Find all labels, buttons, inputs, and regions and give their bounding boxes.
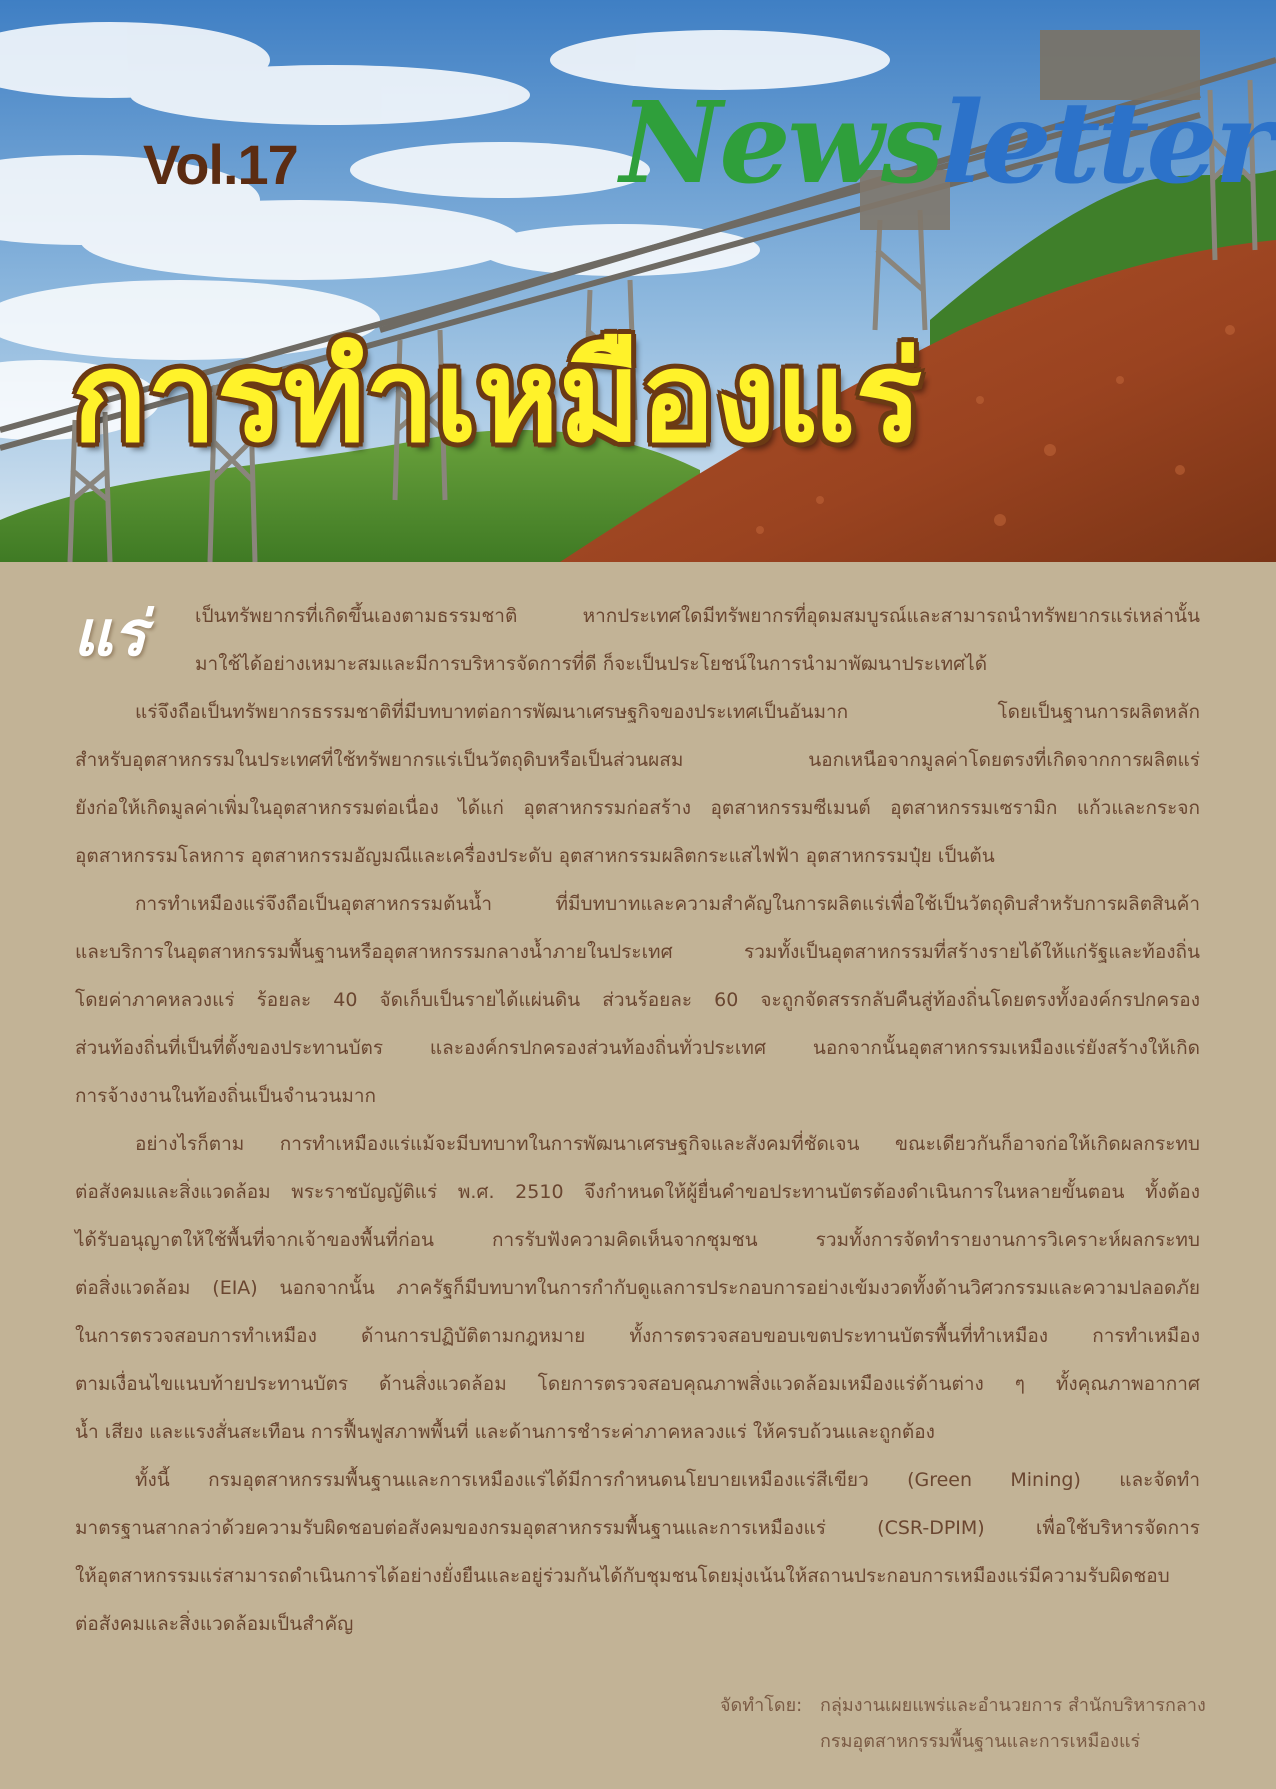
newsletter-wordmark [620,78,1271,209]
credit-label: จัดทำโดย: [720,1695,803,1716]
credit-block [720,1688,1220,1760]
paragraph-line: ตามเงื่อนไขแนบท้ายประทานบัตร ด้านสิ่งแวดล้อม โดยการตรวจสอบคุณภาพสิ่งแวดล้อมเหมืองแร่ด้านต่าง ๆ ทั้งคุณภาพอากาศ [75,1373,1200,1395]
paragraph-line: แร่จึงถือเป็นทรัพยากรธรรมชาติที่มีบทบาทต่อการพัฒนาเศรษฐกิจของประเทศเป็นอันมาก โดยเป็นฐานการผลิตหลัก [135,701,1200,723]
paragraph-line: ต่อสิ่งแวดล้อม (EIA) นอกจากนั้น ภาครัฐก็มีบทบาทในการกำกับดูแลการประกอบการอย่างเข้มงวดทั้งด้านวิศวกรรมและความปลอดภัย [75,1277,1200,1299]
paragraph-line: น้ำ เสียง และแรงสั่นสะเทือน การฟื้นฟูสภาพพื้นที่ และด้านการชำระค่าภาคหลวงแร่ ให้ครบถ้วนและถูกต้อง [75,1421,935,1443]
paragraph-line: ยังก่อให้เกิดมูลค่าเพิ่มในอุตสาหกรรมต่อเนื่อง ได้แก่ อุตสาหกรรมก่อสร้าง อุตสาหกรรมซีเมนต์ อุตสาหกรรมเซรามิก แก้วและกระจก [75,797,1200,819]
paragraph-line: มาใช้ได้อย่างเหมาะสมและมีการบริหารจัดการที่ดี ก็จะเป็นประโยชน์ในการนำมาพัฒนาประเทศได้ [195,653,988,675]
paragraph-line: ได้รับอนุญาตให้ใช้พื้นที่จากเจ้าของพื้นที่ก่อน การรับฟังความคิดเห็นจากชุมชน รวมทั้งการจัดทำรายงานการวิเคราะห์ผลกระทบ [75,1229,1200,1251]
article-paragraph [75,688,1200,880]
paragraph-line: ต่อสังคมและสิ่งแวดล้อม พระราชบัญญัติแร่ พ.ศ. 2510 จึงกำหนดให้ผู้ยื่นคำขอประทานบัตรต้องดำเนินการในหลายขั้นตอน ทั้งต้อง [75,1181,1200,1203]
page-title: การทำเหมืองแร่ [72,326,923,470]
article-paragraph [75,880,1200,1120]
article-paragraph [75,1120,1200,1456]
paragraph-line: ส่วนท้องถิ่นที่เป็นที่ตั้งของประทานบัตร และองค์กรปกครองส่วนท้องถิ่นทั่วประเทศ นอกจากนั้นอุตสาหกรรมเหมืองแร่ยังสร้างให้เกิด [75,1037,1200,1059]
paragraph-line: ต่อสังคมและสิ่งแวดล้อมเป็นสำคัญ [75,1613,354,1635]
credit-line-1: กลุ่มงานเผยแพร่และอำนวยการ สำนักบริหารกลาง [820,1695,1206,1716]
paragraph-line: ให้อุตสาหกรรมแร่สามารถดำเนินการได้อย่างยั่งยืนและอยู่ร่วมกันได้กับชุมชนโดยมุ่งเน้นให้สถานประกอบการเหมืองแร่มีความรับผิดชอบ [75,1565,1170,1587]
article-lead-paragraph [75,592,1200,688]
paragraph-line: เป็นทรัพยากรที่เกิดขึ้นเองตามธรรมชาติ หากประเทศใดมีทรัพยากรที่อุดมสมบูรณ์และสามารถนำทรัพยากรแร่เหล่านั้น [195,605,1200,627]
article-paragraph [75,1456,1200,1648]
dropcap: แร่ [73,597,147,670]
paragraph-line: ในการตรวจสอบการทำเหมือง ด้านการปฏิบัติตามกฎหมาย ทั้งการตรวจสอบขอบเขตประทานบัตรพื้นที่ทำเหมือง การทำเหมือง [75,1325,1200,1347]
paragraph-line: มาตรฐานสากลว่าด้วยความรับผิดชอบต่อสังคมของกรมอุตสาหกรรมพื้นฐานและการเหมืองแร่ (CSR-DPIM) เพื่อใช้บริหารจัดการ [75,1517,1200,1539]
credit-line-2: กรมอุตสาหกรรมพื้นฐานและการเหมืองแร่ [820,1731,1141,1752]
paragraph-line: ทั้งนี้ กรมอุตสาหกรรมพื้นฐานและการเหมืองแร่ได้มีการกำหนดนโยบายเหมืองแร่สีเขียว (Green Mining) และจัดทำ [135,1469,1200,1491]
paragraph-line: และบริการในอุตสาหกรรมพื้นฐานหรืออุตสาหกรรมกลางน้ำภายในประเทศ รวมทั้งเป็นอุตสาหกรรมที่สร้างรายได้ให้แก่รัฐและท้องถิ่น [75,941,1200,963]
header-banner [0,0,1276,562]
paragraph-line: อย่างไรก็ตาม การทำเหมืองแร่แม้จะมีบทบาทในการพัฒนาเศรษฐกิจและสังคมที่ชัดเจน ขณะเดียวกันก็อาจก่อให้เกิดผลกระทบ [135,1133,1200,1155]
paragraph-line: การทำเหมืองแร่จึงถือเป็นอุตสาหกรรมต้นน้ำ ที่มีบทบาทและความสำคัญในการผลิตแร่เพื่อใช้เป็นวัตถุดิบสำหรับการผลิตสินค้า [135,893,1200,915]
article-body [75,592,1200,1648]
paragraph-line: อุตสาหกรรมโลหการ อุตสาหกรรมอัญมณีและเครื่องประดับ อุตสาหกรรมผลิตกระแสไฟฟ้า อุตสาหกรรมปุ๋ย เป็นต้น [75,845,995,867]
paragraph-line: สำหรับอุตสาหกรรมในประเทศที่ใช้ทรัพยากรแร่เป็นวัตถุดิบหรือเป็นส่วนผสม นอกเหนือจากมูลค่าโดยตรงที่เกิดจากการผลิตแร่ [75,749,1200,771]
paragraph-line: โดยค่าภาคหลวงแร่ ร้อยละ 40 จัดเก็บเป็นรายได้แผ่นดิน ส่วนร้อยละ 60 จะถูกจัดสรรกลับคืนสู่ท้องถิ่นโดยตรงทั้งองค์กรปกครอง [75,989,1200,1011]
volume-label: Vol.17 [143,133,298,196]
paragraph-line: การจ้างงานในท้องถิ่นเป็นจำนวนมาก [75,1085,377,1107]
newsletter-part-news: News [620,78,942,209]
newsletter-part-letter: letter [941,78,1271,209]
